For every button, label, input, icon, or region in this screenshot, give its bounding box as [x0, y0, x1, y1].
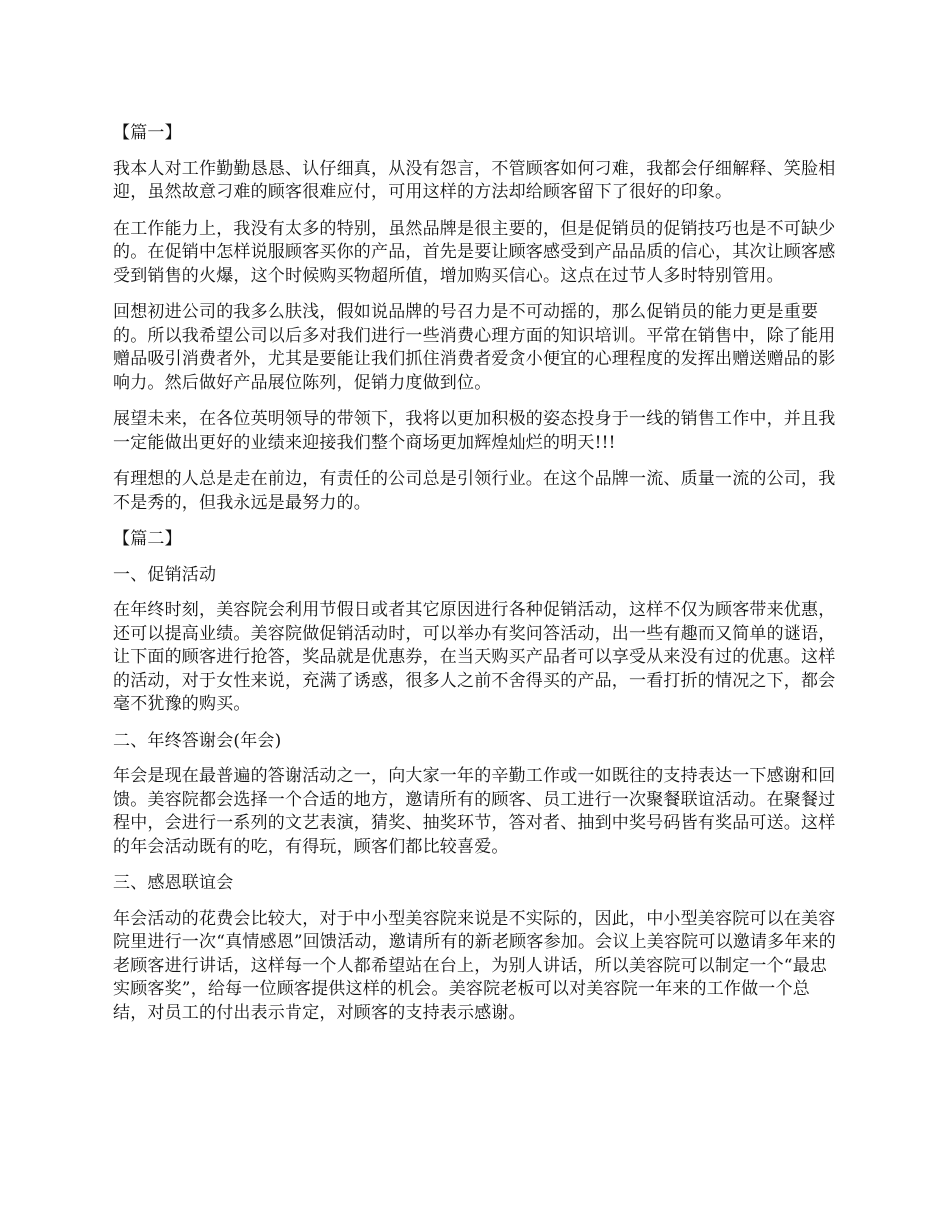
- document-body: [113, 122, 841, 1038]
- subheading-gratitude-gathering: 三、感恩联谊会: [113, 873, 234, 893]
- paragraph-ideals: 有理想的人总是走在前边，有责任的公司总是引领行业。在这个品牌一流、质量一流的公司，我不是秀的，但我永远是最努力的。: [113, 469, 836, 513]
- paragraph-promotion: 在年终时刻，美容院会利用节假日或者其它原因进行各种促销活动，这样不仅为顾客带来优惠，还可以提高业绩。美容院做促销活动时，可以举办有奖问答活动，出一些有趣而又简单的谜语，让下面的顾客进行抢答，奖品就是优惠券，在当天购买产品者可以享受从来没有过的优惠。这样的活动，对于女性来说，充满了诱惑，很多人之前不舍得买的产品，一看打折的情况之下，都会毫不犹豫的购买。: [113, 600, 836, 714]
- paragraph-annual-meeting: 年会是现在最普遍的答谢活动之一，向大家一年的辛勤工作或一如既往的支持表达一下感谢和回馈。美容院都会选择一个合适的地方，邀请所有的顾客、员工进行一次聚餐联谊活动。在聚餐过程中，会进行一系列的文艺表演，猜奖、抽奖环节，答对者、抽到中奖号码皆有奖品可送。这样的年会活动既有的吃，有得玩，顾客们都比较喜爱。: [113, 766, 836, 857]
- section-heading-part-two: 【篇二】: [113, 529, 182, 549]
- paragraph-reflection: 回想初进公司的我多么肤浅，假如说品牌的号召力是不可动摇的，那么促销员的能力更是重要的。所以我希望公司以后多对我们进行一些消费心理方面的知识培训。平常在销售中，除了能用赠品吸引消费者外，尤其是要能让我们抓住消费者爱贪小便宜的心理程度的发挥出赠送赠品的影响力。然后做好产品展位陈列，促销力度做到位。: [113, 302, 836, 393]
- paragraph-outlook: 展望未来，在各位英明领导的带领下，我将以更加积极的姿态投身于一线的销售工作中，并且我一定能做出更好的业绩来迎接我们整个商场更加辉煌灿烂的明天!!!: [113, 409, 836, 453]
- paragraph-attitude: 我本人对工作勤勤恳恳、认仔细真，从没有怨言，不管顾客如何刁难，我都会仔细解释、笑脸相迎，虽然故意刁难的顾客很难应付，可用这样的方法却给顾客留下了很好的印象。: [113, 158, 836, 202]
- section-heading-part-one: 【篇一】: [113, 123, 182, 143]
- subheading-promotion: 一、促销活动: [113, 564, 217, 585]
- paragraph-ability: 在工作能力上，我没有太多的特别，虽然品牌是很主要的，但是促销员的促销技巧也是不可缺少的。在促销中怎样说服顾客买你的产品，首先是要让顾客感受到产品品质的信心，其次让顾客感受到销售的火爆，这个时候购买物超所值，增加购买信心。这点在过节人多时特别管用。: [113, 218, 836, 286]
- paragraph-gratitude-gathering: 年会活动的花费会比较大，对于中小型美容院来说是不实际的，因此，中小型美容院可以在美容院里进行一次“真情感恩”回馈活动，邀请所有的新老顾客参加。会议上美容院可以邀请多年来的老顾客进行讲话，这样每一个人都希望站在台上，为别人讲话，所以美容院可以制定一个“最忠实顾客奖”，给每一位顾客提供这样的机会。美容院老板可以对美容院一年来的工作做一个总结，对员工的付出表示肯定，对顾客的支持表示感谢。: [113, 908, 836, 1023]
- subheading-annual-meeting: 二、年终答谢会(年会): [113, 730, 282, 751]
